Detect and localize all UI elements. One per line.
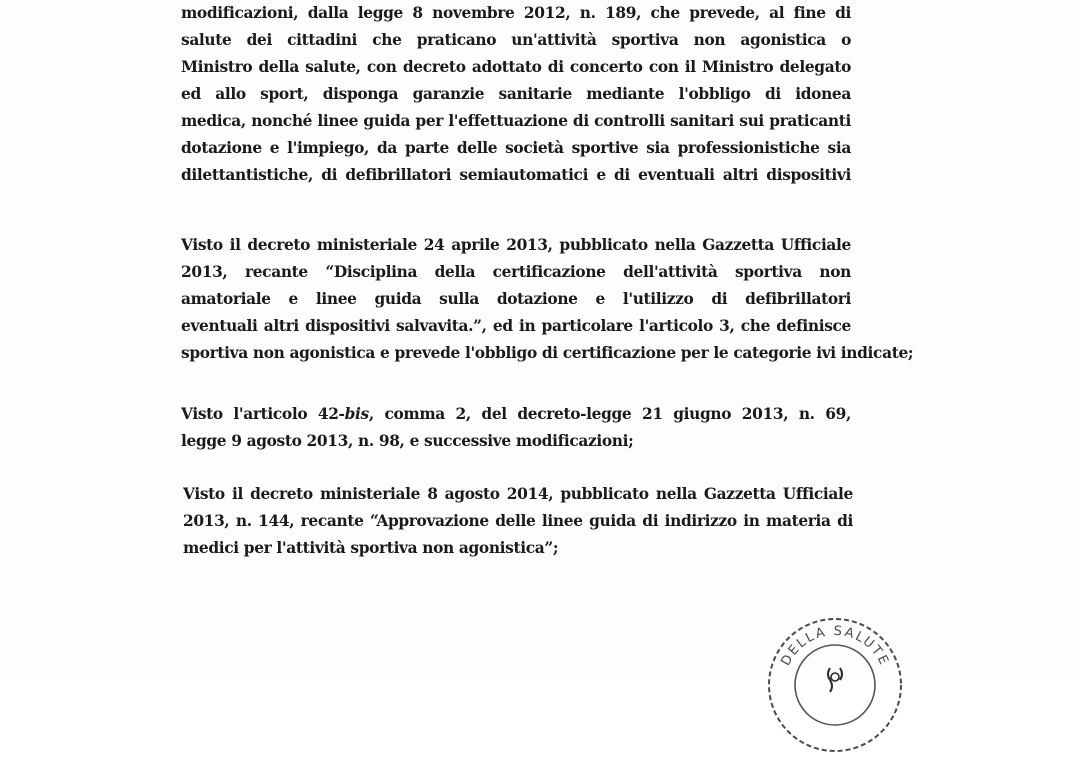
text-line: medica, nonché linee guida per l'effettuazione di controlli sanitari sui praticanti [181, 112, 851, 130]
italic-text: bis [344, 405, 369, 423]
text-line: medici per l'attività sportiva non agonistica”; [183, 539, 559, 557]
text-line: modificazioni, dalla legge 8 novembre 2012, n. 189, che prevede, al fine di [181, 4, 851, 22]
paragraph-legge-189 [181, 0, 851, 189]
text-line: Visto il decreto ministeriale 24 aprile 2013, pubblicato nella Gazzetta Ufficiale [181, 236, 851, 254]
text-line: dotazione e l'impiego, da parte delle società sportive sia professionistiche sia [181, 139, 851, 157]
text-line: Visto il decreto ministeriale 8 agosto 2014, pubblicato nella Gazzetta Ufficiale [183, 485, 853, 503]
text-line: Ministro della salute, con decreto adottato di concerto con il Ministro delegato [181, 58, 851, 76]
text-line: 2013, n. 144, recante “Approvazione delle linee guida di indirizzo in materia di [183, 512, 853, 530]
text-line: legge 9 agosto 2013, n. 98, e successive modificazioni; [181, 432, 634, 450]
text-line: 2013, recante “Disciplina della certificazione dell'attività sportiva non [181, 263, 851, 281]
paragraph-decreto-8-agosto-2014 [183, 481, 853, 562]
text-segment: Visto l'articolo 42- [181, 405, 345, 423]
text-line: ed allo sport, disponga garanzie sanitarie mediante l'obbligo di idonea [181, 85, 851, 103]
text-line: sportiva non agonistica e prevede l'obbligo di certificazione per le categorie ivi indicate; [181, 344, 914, 362]
text-line: amatoriale e linee guida sulla dotazione e l'utilizzo di defibrillatori [181, 290, 851, 308]
svg-text:DELLA SALUTE [779, 624, 892, 669]
text-line: dilettantistiche, di defibrillatori semiautomatici e di eventuali altri dispositivi [181, 166, 851, 184]
paragraph-articolo-42-bis [181, 401, 851, 455]
stamp-text: DELLA SALUTE [778, 623, 892, 669]
paragraph-decreto-24-aprile-2013 [181, 232, 914, 367]
official-seal-stamp [760, 610, 910, 760]
text-line [181, 401, 851, 428]
text-segment: , comma 2, del decreto-legge 21 giugno 2013, n. 69, [368, 405, 851, 423]
text-line: eventuali altri dispositivi salvavita.”, ed in particolare l'articolo 3, che definisce [181, 317, 851, 335]
text-line: salute dei cittadini che praticano un'attività sportiva non agonistica o [181, 31, 851, 49]
